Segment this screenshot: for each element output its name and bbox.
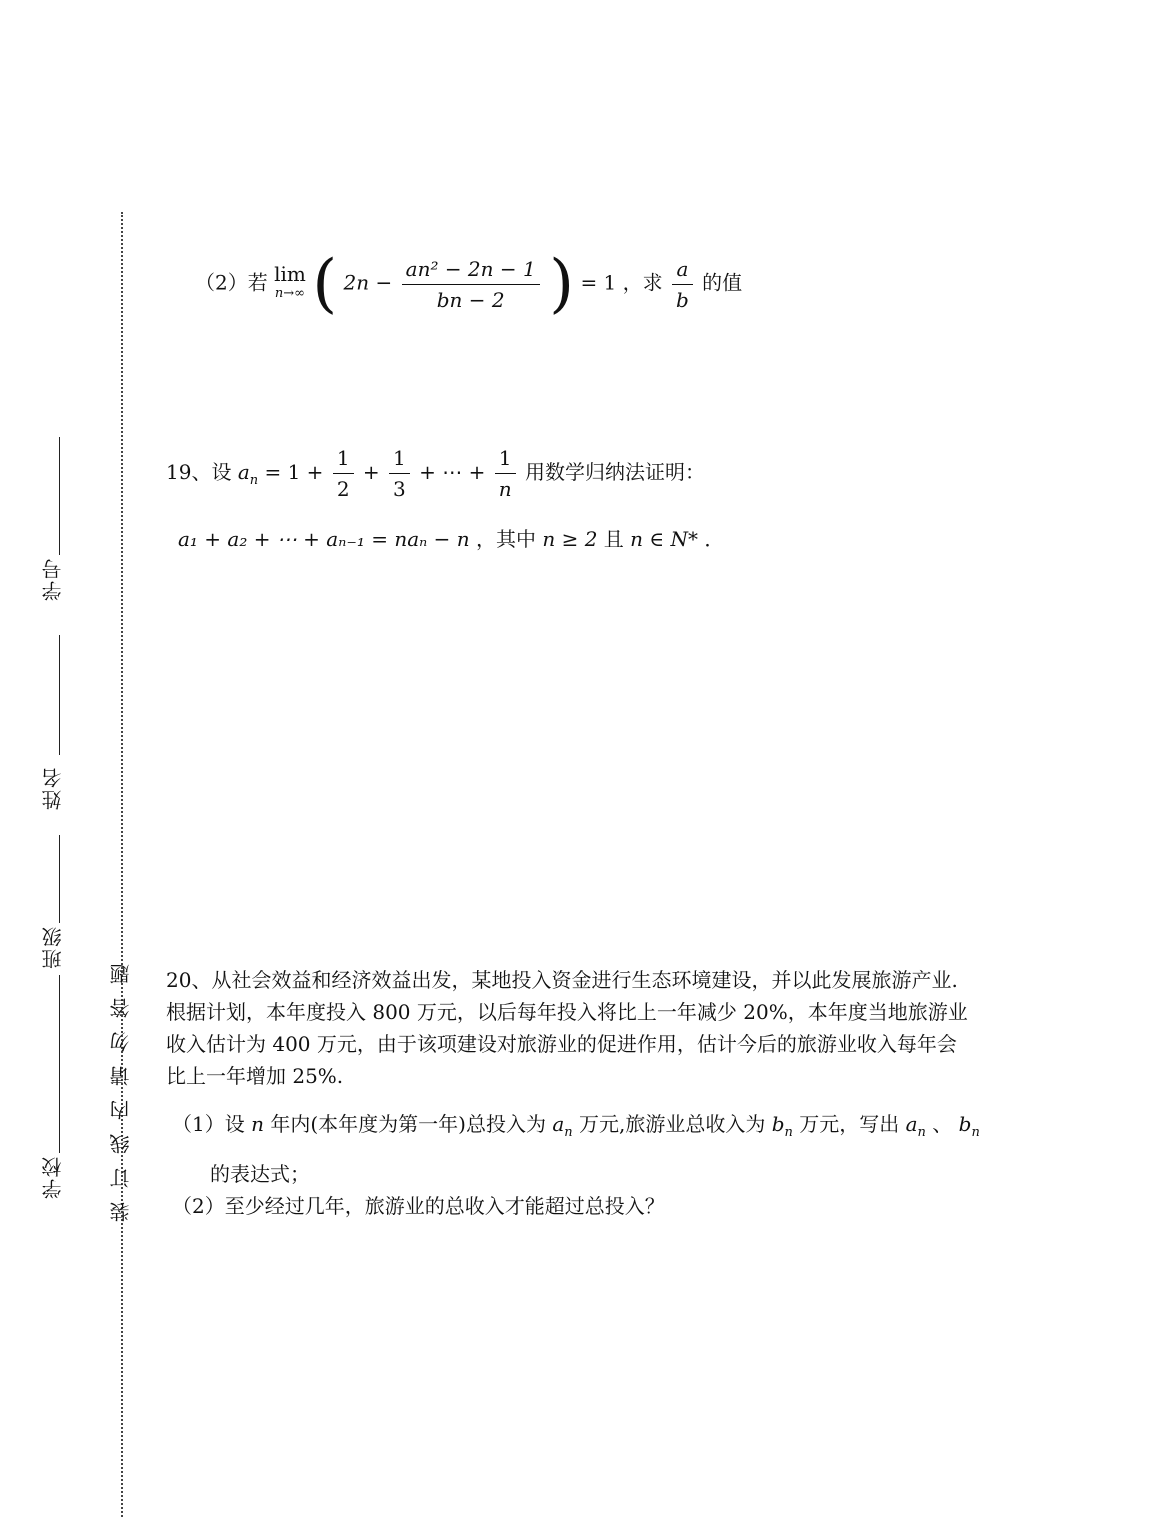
binding-warning: 装订线内请勿答题 — [109, 950, 133, 1222]
q19-eq-start: = 1 + — [264, 460, 324, 484]
fraction-one-half: $\frac{1}{2}$ — [333, 443, 354, 504]
q20-line-2: 根据计划，本年度投入 800 万元，以后每年投入将比上一年减少 20%，本年度当地旅游业 — [166, 1000, 968, 1024]
q20-line-1: 20、从社会效益和经济效益出发，某地投入资金进行生态环境建设，并以此发展旅游产业. — [166, 968, 958, 992]
school-label: 学校 — [41, 1155, 65, 1199]
q20-line-3: 收入估计为 400 万元，由于该项建设对旅游业的促进作用，估计今后的旅游业收入每年会 — [166, 1032, 957, 1056]
id-label: 学号 — [41, 557, 65, 601]
q20-line-4: 比上一年增加 25%. — [166, 1064, 344, 1088]
q18-prefix: （2）若 — [195, 270, 268, 295]
fraction-one-third: $\frac{1}{3}$ — [389, 443, 410, 504]
q18-middle: ，求 — [622, 270, 663, 295]
q18-ratio-num: a — [672, 254, 693, 285]
q18-suffix: 的值 — [702, 270, 743, 295]
fraction-one-over-n: $\frac{1}{n}$ — [495, 443, 516, 504]
q19-condition-1: n ≥ 2 — [542, 527, 598, 551]
q18-ratio-den: b — [676, 287, 689, 312]
q20-part-1-continued: 的表达式； — [210, 1162, 310, 1186]
q19-sum-expression: a₁ + a₂ + ⋯ + aₙ₋₁ = naₙ − n — [178, 527, 470, 551]
q19-an-sub: n — [249, 473, 259, 488]
limit-operator — [274, 264, 306, 304]
lim-text: lim — [274, 262, 306, 286]
binding-dotted-line — [121, 212, 123, 1517]
q19-line2-mid: ，其中 — [476, 527, 536, 551]
q19-and: 且 — [603, 527, 624, 551]
school-blank-line — [59, 975, 60, 1153]
question-20-body — [166, 964, 1026, 1092]
q18-ratio — [672, 254, 693, 315]
q19-plus: + — [362, 460, 380, 484]
question-19-line-1 — [166, 443, 886, 504]
name-label: 姓名 — [41, 766, 65, 810]
question-20-part-1: （1）设 n 年内(本年度为第一年)总投入为 $a_n$ 万元,旅游业总收入为 $b_n$ 万元，写出 $a_n$ 、 $b_n$ — [172, 1112, 980, 1140]
q18-fraction — [402, 254, 540, 315]
q19-an: a — [237, 460, 250, 484]
q19-end: ． — [704, 527, 725, 551]
q18-equals: = 1 — [580, 270, 617, 295]
q18-term1: 2n — [343, 270, 370, 295]
q19-prefix: 19、设 — [166, 460, 232, 484]
question-20-part-2: （2）至少经过几年，旅游业的总收入才能超过总投入？ — [172, 1194, 665, 1218]
question-19-line-2 — [178, 523, 878, 555]
class-label: 班级 — [41, 925, 65, 969]
left-paren: ( — [312, 247, 338, 321]
class-blank-line — [59, 835, 60, 923]
question-18-part-2: （2）若 lim n→∞ ( 2n − $\frac{\text{an² − 2n − 1}}{bn - 2}$ ) = 1 ，求 $\frac{a}{b}$ 的值 — [195, 247, 743, 321]
q18-numerator: an² − 2n − 1 — [402, 254, 540, 285]
q19-dots: + ⋯ + — [419, 460, 486, 484]
lim-subscript: n→∞ — [274, 286, 306, 301]
q19-tail: 用数学归纳法证明： — [524, 460, 705, 484]
q19-condition-2: n ∈ N* — [630, 527, 699, 551]
name-blank-line — [59, 635, 60, 755]
id-blank-line — [59, 437, 60, 555]
right-paren: ) — [549, 247, 575, 321]
q18-denominator: bn − 2 — [436, 287, 505, 312]
